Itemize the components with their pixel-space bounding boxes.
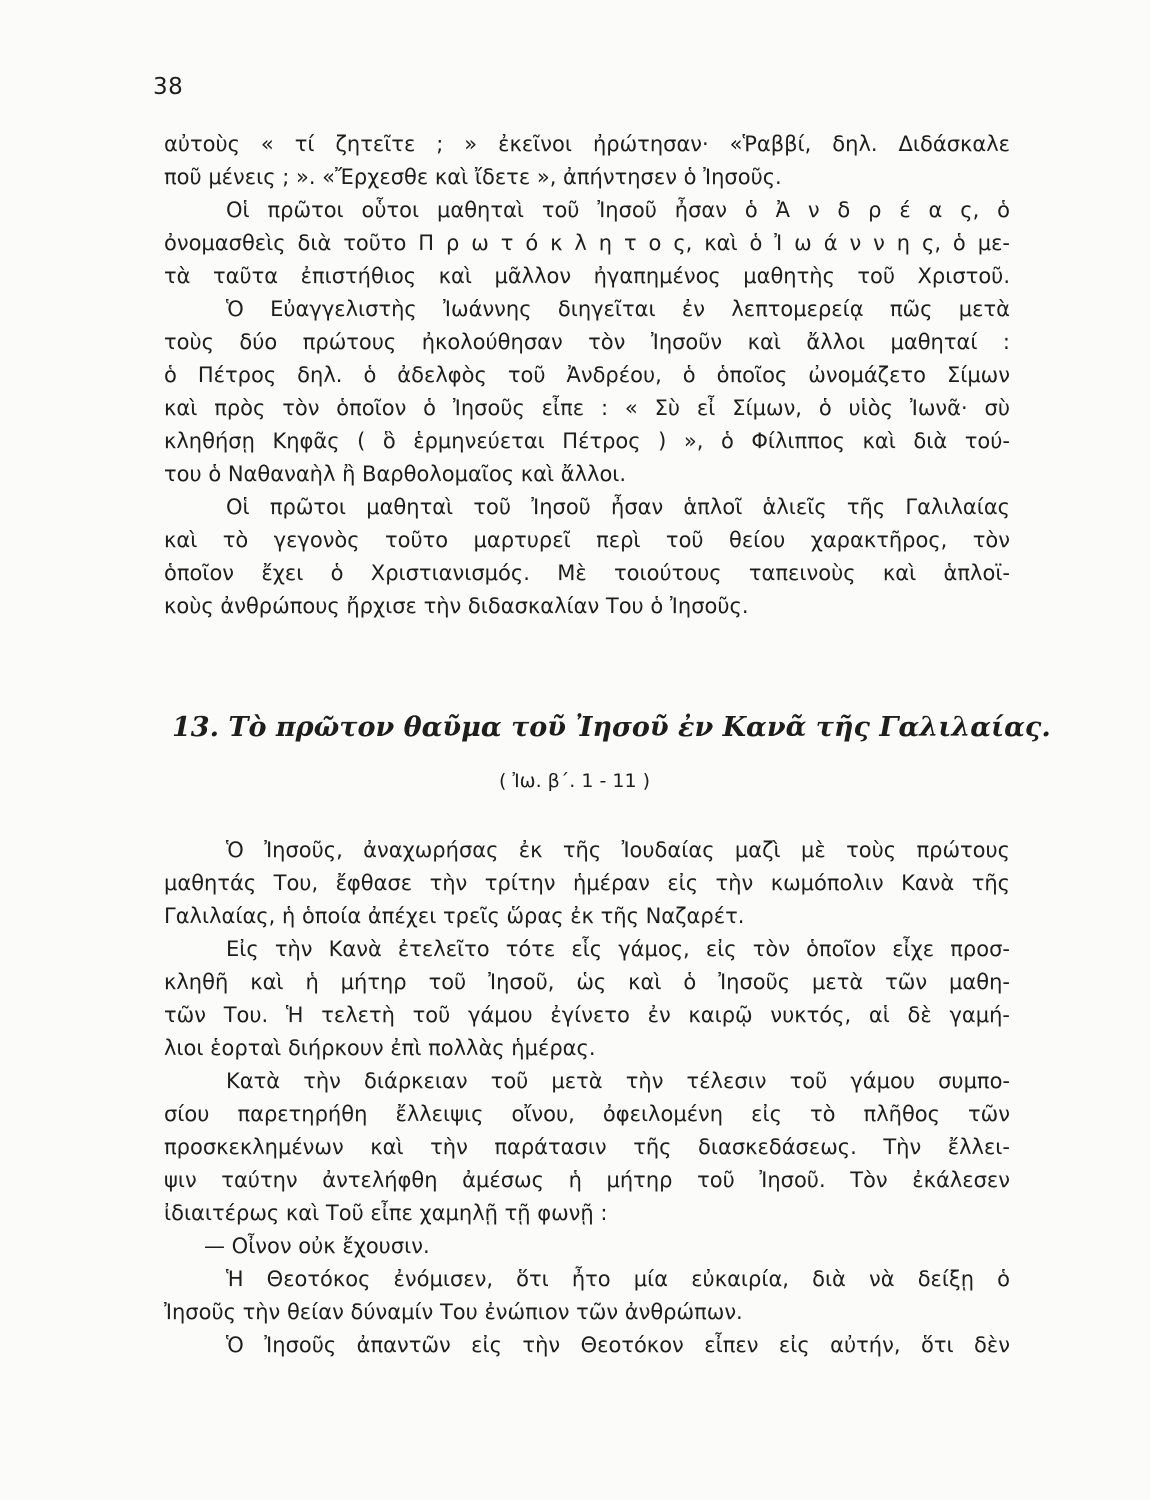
- text-line: τῶν Του. Ἡ τελετὴ τοῦ γάμου ἐγίνετο ἐν καιρῷ νυκτός, αἱ δὲ γαμή-: [164, 1003, 1010, 1027]
- text-line: αὐτοὺς « τί ζητεῖτε ; » ἐκεῖνοι ἠρώτησαν· «Ῥαββί, δηλ. Διδάσκαλε: [164, 132, 1010, 156]
- section-2-text: [164, 834, 1010, 1362]
- text-line: — Οἶνον οὐκ ἔχουσιν.: [204, 1234, 430, 1258]
- text-line: Γαλιλαίας, ἡ ὁποία ἀπέχει τρεῖς ὥρας ἐκ τῆς Ναζαρέτ.: [164, 904, 745, 928]
- text-line: προσκεκλημένων καὶ τὴν παράτασιν τῆς διασκεδάσεως. Τὴν ἔλλει-: [164, 1135, 1010, 1159]
- text-line: ὁποῖον ἔχει ὁ Χριστιανισμός. Μὲ τοιούτους ταπεινοὺς καὶ ἁπλοϊ-: [164, 561, 1010, 585]
- text-line: Εἰς τὴν Κανὰ ἐτελεῖτο τότε εἷς γάμος, εἰς τὸν ὁποῖον εἶχε προσ-: [226, 937, 1010, 961]
- section-heading: 13. Τὸ πρῶτον θαῦμα τοῦ Ἰησοῦ ἐν Κανᾶ τῆς Γαλιλαίας.: [172, 712, 1051, 743]
- text-line: καὶ τὸ γεγονὸς τοῦτο μαρτυρεῖ περὶ τοῦ θείου χαρακτῆρος, τὸν: [164, 528, 1010, 552]
- page-number: 38: [153, 74, 184, 100]
- text-line: Οἱ πρῶτοι οὗτοι μαθηταὶ τοῦ Ἰησοῦ ἦσαν ὁ Ἀ ν δ ρ έ α ς, ὁ: [226, 198, 1010, 222]
- text-line: τοὺς δύο πρώτους ἠκολούθησαν τὸν Ἰησοῦν καὶ ἄλλοι μαθηταί :: [164, 330, 1010, 354]
- text-line: κληθῆ καὶ ἡ μήτηρ τοῦ Ἰησοῦ, ὡς καὶ ὁ Ἰησοῦς μετὰ τῶν μαθη-: [164, 970, 1010, 994]
- scripture-reference: ( Ἰω. β΄. 1 - 11 ): [499, 770, 651, 792]
- text-line: καὶ πρὸς τὸν ὁποῖον ὁ Ἰησοῦς εἶπε : « Σὺ εἶ Σίμων, ὁ υἱὸς Ἰωνᾶ· σὺ: [164, 396, 1010, 420]
- text-line: ψιν ταύτην ἀντελήφθη ἀμέσως ἡ μήτηρ τοῦ Ἰησοῦ. Τὸν ἐκάλεσεν: [164, 1168, 1010, 1192]
- text-line: Ὁ Ἰησοῦς ἀπαντῶν εἰς τὴν Θεοτόκον εἶπεν εἰς αὐτήν, ὅτι δὲν: [226, 1333, 1010, 1357]
- text-line: Ἰησοῦς τὴν θείαν δύναμίν Του ἐνώπιον τῶν ἀνθρώπων.: [164, 1300, 743, 1324]
- text-line: ὀνομασθεὶς διὰ τοῦτο Π ρ ω τ ό κ λ η τ ο ς, καὶ ὁ Ἰ ω ά ν ν η ς, ὁ με-: [164, 231, 1010, 255]
- text-line: λιοι ἑορταὶ διήρκουν ἐπὶ πολλὰς ἡμέρας.: [164, 1036, 596, 1060]
- text-line: σίου παρετηρήθη ἔλλειψις οἴνου, ὀφειλομένη εἰς τὸ πλῆθος τῶν: [164, 1102, 1010, 1126]
- text-line: μαθητάς Του, ἔφθασε τὴν τρίτην ἡμέραν εἰς τὴν κωμόπολιν Κανὰ τῆς: [164, 871, 1010, 895]
- section-1-text: [164, 128, 1010, 623]
- text-line: κοὺς ἀνθρώπους ἤρχισε τὴν διδασκαλίαν Του ὁ Ἰησοῦς.: [164, 594, 749, 618]
- text-line: Ὁ Ἰησοῦς, ἀναχωρήσας ἐκ τῆς Ἰουδαίας μαζὶ μὲ τοὺς πρώτους: [226, 838, 1010, 862]
- text-line: ποῦ μένεις ; ». «Ἔρχεσθε καὶ ἴδετε », ἀπήντησεν ὁ Ἰησοῦς.: [164, 165, 782, 189]
- text-line: τὰ ταῦτα ἐπιστήθιος καὶ μᾶλλον ἠγαπημένος μαθητὴς τοῦ Χριστοῦ.: [164, 264, 1010, 288]
- text-line: ὁ Πέτρος δηλ. ὁ ἀδελφὸς τοῦ Ἀνδρέου, ὁ ὁποῖος ὠνομάζετο Σίμων: [164, 363, 1010, 387]
- text-line: Κατὰ τὴν διάρκειαν τοῦ μετὰ τὴν τέλεσιν τοῦ γάμου συμπο-: [226, 1069, 1010, 1093]
- text-line: ἰδιαιτέρως καὶ Τοῦ εἶπε χαμηλῇ τῇ φωνῇ :: [164, 1201, 608, 1225]
- text-line: Οἱ πρῶτοι μαθηταὶ τοῦ Ἰησοῦ ἦσαν ἁπλοῖ ἁλιεῖς τῆς Γαλιλαίας: [226, 495, 1010, 519]
- text-line: Ἡ Θεοτόκος ἐνόμισεν, ὅτι ἦτο μία εὐκαιρία, διὰ νὰ δείξῃ ὁ: [226, 1267, 1010, 1291]
- text-line: του ὁ Ναθαναὴλ ἢ Βαρθολομαῖος καὶ ἄλλοι.: [164, 462, 627, 486]
- text-line: Ὁ Εὐαγγελιστὴς Ἰωάννης διηγεῖται ἐν λεπτομερείᾳ πῶς μετὰ: [226, 297, 1010, 321]
- text-line: κληθήσῃ Κηφᾶς ( ὃ ἑρμηνεύεται Πέτρος ) », ὁ Φίλιππος καὶ διὰ τού-: [164, 429, 1010, 453]
